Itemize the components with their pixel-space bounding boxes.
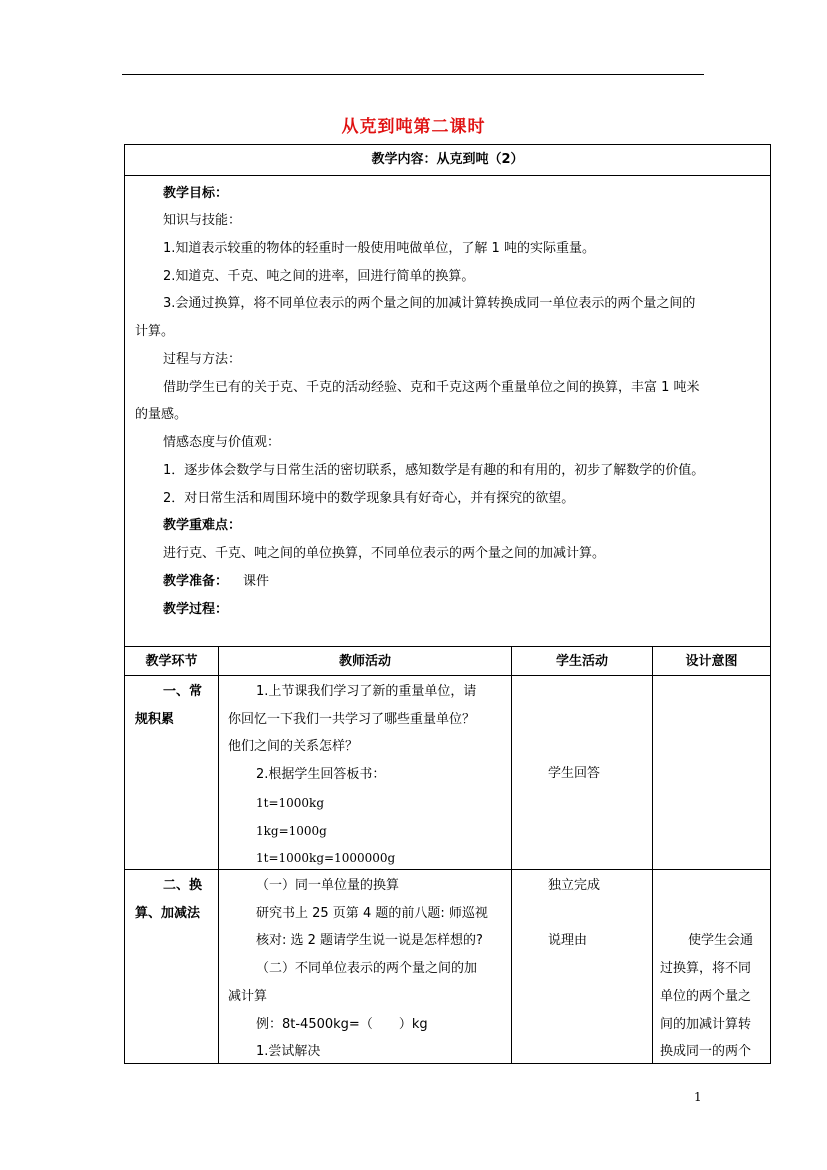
teacher-activity-line: （二）不同单位表示的两个量之间的加 [256, 961, 478, 976]
stage-cell-continued: 算、加减法 [135, 906, 201, 921]
formula-line: 1t=1000kg=1000000g [256, 851, 396, 865]
stage-cell: 二、换 [163, 878, 203, 893]
student-activity-cell: 学生回答 [548, 766, 601, 781]
objectives-heading: 教学目标： [163, 186, 229, 201]
header-rule [122, 74, 704, 75]
preparation-heading: 教学准备： [163, 574, 229, 589]
teacher-activity-line: 减计算 [228, 989, 268, 1004]
column-header-student: 学生活动 [555, 654, 608, 669]
teacher-activity-line: 例：8t-4500kg=（ ）kg [256, 1017, 428, 1032]
process-method-text-continued: 的量感。 [135, 407, 188, 422]
preparation-text: 课件 [243, 574, 270, 589]
key-points-text: 进行克、千克、吨之间的单位换算，不同单位表示的两个量之间的加减计算。 [163, 546, 606, 561]
key-points-heading: 教学重难点： [163, 518, 242, 533]
teacher-activity-line: （一）同一单位量的换算 [256, 878, 400, 893]
emotion-item: 1．逐步体会数学与日常生活的密切联系，感知数学是有趣的和有用的，初步了解数学的价值。 [163, 463, 705, 478]
student-activity-cell: 独立完成 [548, 878, 601, 893]
student-activity-cell: 说理由 [548, 933, 588, 948]
row-divider [125, 675, 770, 676]
objective-item-continued: 计算。 [135, 324, 175, 339]
column-divider [511, 646, 512, 1064]
formula-line: 1t=1000kg [256, 796, 325, 810]
column-header-intent: 设计意图 [685, 654, 738, 669]
intent-cell-line: 使学生会通 [688, 933, 754, 948]
row-divider [125, 646, 770, 647]
intent-cell-line: 间的加减计算转 [660, 1017, 752, 1032]
intent-cell-line: 换成同一的两个 [660, 1044, 752, 1059]
teacher-activity-line: 他们之间的关系怎样？ [228, 739, 359, 754]
content-title: 教学内容：从克到吨（2） [371, 152, 524, 167]
page-title: 从克到吨第二课时 [341, 117, 486, 137]
teacher-activity-line: 2.根据学生回答板书： [256, 767, 386, 782]
stage-cell-continued: 规积累 [135, 712, 175, 727]
row-divider [125, 869, 770, 870]
objective-item: 2.知道克、千克、吨之间的进率，回进行简单的换算。 [163, 269, 475, 284]
process-method-text: 借助学生已有的关于克、千克的活动经验、克和千克这两个重量单位之间的换算，丰富 1 吨米 [163, 380, 700, 395]
intent-cell-line: 过换算，将不同 [660, 961, 752, 976]
column-header-stage: 教学环节 [145, 654, 198, 669]
teacher-activity-line: 1.上节课我们学习了新的重量单位，请 [256, 684, 477, 699]
column-header-teacher: 教师活动 [338, 654, 391, 669]
teacher-activity-line: 你回忆一下我们一共学习了哪些重量单位？ [228, 712, 476, 727]
teacher-activity-line: 核对: 选 2 题请学生说一说是怎样想的? [256, 933, 483, 948]
intent-cell-line: 单位的两个量之 [660, 989, 752, 1004]
page-number: 1 [694, 1090, 702, 1104]
emotion-heading: 情感态度与价值观： [163, 435, 281, 450]
lesson-plan-table [124, 144, 771, 1064]
row-divider [125, 175, 770, 176]
teacher-activity-line: 1.尝试解决 [256, 1044, 321, 1059]
knowledge-heading: 知识与技能： [163, 213, 242, 228]
process-method-heading: 过程与方法： [163, 352, 242, 367]
objective-item: 3.会通过换算，将不同单位表示的两个量之间的加减计算转换成同一单位表示的两个量之间的 [163, 296, 696, 311]
formula-line: 1kg=1000g [256, 824, 327, 838]
teacher-activity-line: 研究书上 25 页第 4 题的前八题: 师巡视 [256, 906, 488, 921]
process-heading: 教学过程： [163, 602, 229, 617]
stage-cell: 一、常 [163, 684, 203, 699]
column-divider [652, 646, 653, 1064]
objective-item: 1.知道表示较重的物体的轻重时一般使用吨做单位，了解 1 吨的实际重量。 [163, 241, 595, 256]
column-divider [218, 646, 219, 1064]
emotion-item: 2．对日常生活和周围环境中的数学现象具有好奇心，并有探究的欲望。 [163, 491, 575, 506]
